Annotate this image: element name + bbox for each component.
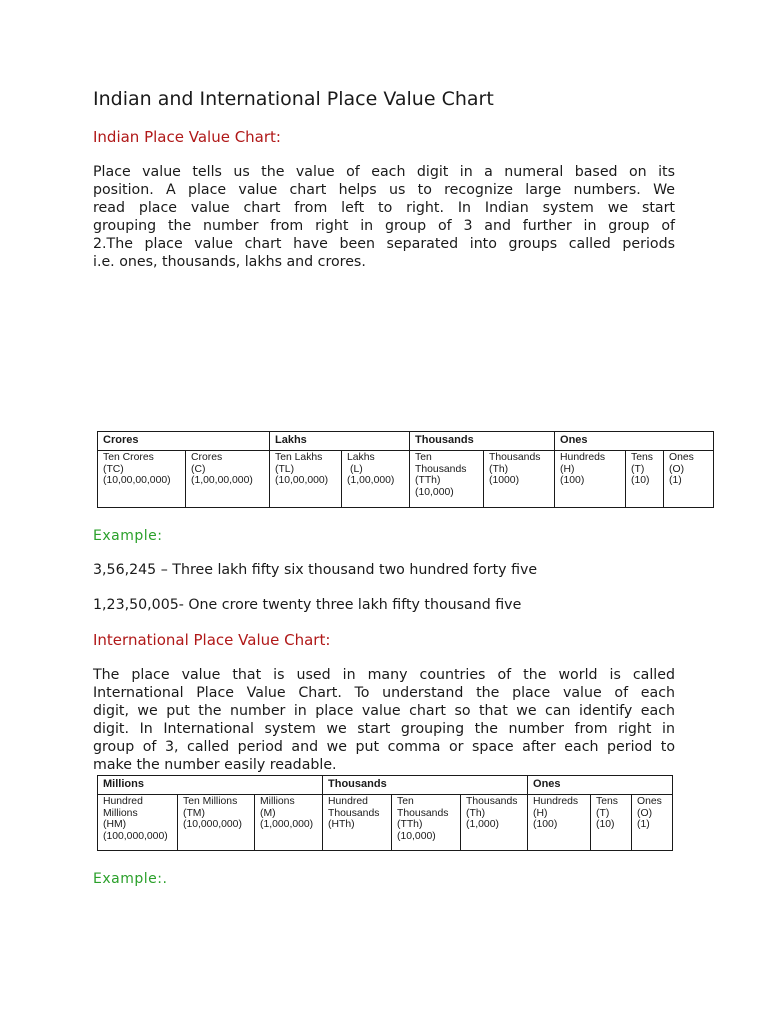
indian-heading: Indian Place Value Chart:: [93, 128, 281, 146]
place-cell-hundreds: Hundreds (H) (100): [528, 795, 591, 851]
place-cell-ten-millions: Ten Millions (TM) (10,000,000): [178, 795, 255, 851]
period-header-ones: Ones: [555, 432, 714, 451]
place-cell-thousands: Thousands (Th) (1000): [484, 451, 555, 508]
place-cell-ten-lakhs: Ten Lakhs (TL) (10,00,000): [270, 451, 342, 508]
paragraph-line: The place value that is used in many countries of the world is called: [93, 667, 675, 683]
place-cell-ten-thousands: Ten Thousands (TTh) (10,000): [392, 795, 461, 851]
place-cell-lakhs: Lakhs (L) (1,00,000): [342, 451, 410, 508]
paragraph-line: group of 3, called period and we put comma or space after each period to: [93, 739, 675, 756]
indian-paragraph: [93, 163, 675, 272]
paragraph-line: 2.The place value chart have been separated into groups called periods: [93, 236, 675, 253]
place-cell-millions: Millions (M) (1,000,000): [255, 795, 323, 851]
period-header-thousands: Thousands: [323, 776, 528, 795]
page-title: Indian and International Place Value Chart: [93, 88, 494, 110]
place-cell-hundred-thousands: Hundred Thousands (HTh): [323, 795, 392, 851]
paragraph-line: read place value chart from left to right. In Indian system we start: [93, 200, 675, 217]
period-header-ones: Ones: [528, 776, 673, 795]
international-heading: International Place Value Chart:: [93, 631, 331, 649]
paragraph-line: grouping the number from right in group of 3 and further in group of: [93, 218, 675, 235]
place-cell-ten-thousands: Ten Thousands (TTh) (10,000): [410, 451, 484, 508]
paragraph-line: International Place Value Chart. To understand the place value of each: [93, 685, 675, 702]
place-cell-thousands: Thousands (Th) (1,000): [461, 795, 528, 851]
paragraph-line: position. A place value chart helps us to recognize large numbers. We: [93, 182, 675, 199]
paragraph-line: i.e. ones, thousands, lakhs and crores.: [93, 254, 366, 271]
place-cell-ones: Ones (O) (1): [632, 795, 673, 851]
indian-place-value-table: [97, 431, 714, 508]
place-cell-tens: Tens (T) (10): [591, 795, 632, 851]
place-cell-crores: Crores (C) (1,00,00,000): [186, 451, 270, 508]
period-header-row: [98, 432, 714, 451]
period-header-row: [98, 776, 673, 795]
place-cell-hundred-millions: Hundred Millions (HM) (100,000,000): [98, 795, 178, 851]
indian-example-2: 1,23,50,005- One crore twenty three lakh fifty thousand five: [93, 597, 522, 613]
indian-example-label: Example:: [93, 528, 163, 544]
place-cell-hundreds: Hundreds (H) (100): [555, 451, 626, 508]
period-header-thousands: Thousands: [410, 432, 555, 451]
place-cell-ten-crores: Ten Crores (TC) (10,00,00,000): [98, 451, 186, 508]
international-example-label: Example:.: [93, 871, 168, 887]
period-header-millions: Millions: [98, 776, 323, 795]
place-cell-ones: Ones (O) (1): [664, 451, 714, 508]
paragraph-line: digit, we put the number in place value chart so that we can identify each: [93, 703, 675, 720]
place-row: [98, 795, 673, 851]
paragraph-line: Place value tells us the value of each digit in a numeral based on its: [93, 164, 675, 180]
paragraph-line: make the number easily readable.: [93, 757, 337, 774]
place-cell-tens: Tens (T) (10): [626, 451, 664, 508]
indian-example-1: 3,56,245 – Three lakh fifty six thousand two hundred forty five: [93, 562, 538, 578]
international-place-value-table: [97, 775, 673, 851]
place-row: [98, 451, 714, 508]
period-header-crores: Crores: [98, 432, 270, 451]
period-header-lakhs: Lakhs: [270, 432, 410, 451]
international-paragraph: [93, 666, 675, 775]
paragraph-line: digit. In International system we start grouping the number from right in: [93, 721, 675, 738]
